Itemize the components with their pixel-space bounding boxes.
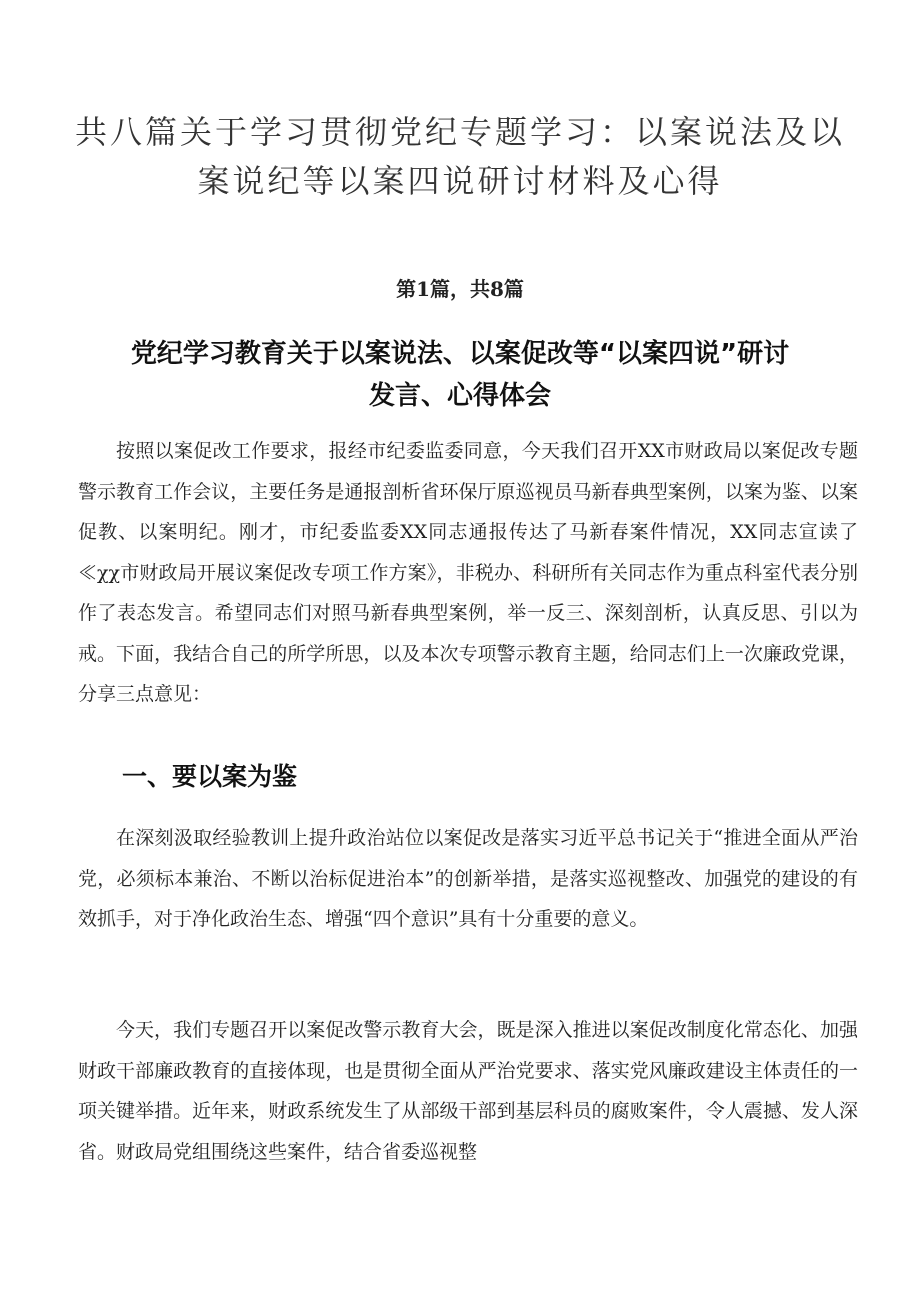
body-paragraph-1: 按照以案促改工作要求，报经市纪委监委同意，今天我们召开XX市财政局以案促改专题警示教育工作会议，主要任务是通报剖析省环保厅原巡视员马新春典型案例，以案为鉴、以案促教、以案明纪。刚才，市纪委监委XX同志通报传达了马新春案件情况，XX同志宣读了≪χχ市财政局开展议案促改专项工作方案》，非税办、科研所有关同志作为重点科室代表分别作了表态发言。希望同志们对照马新春典型案例，举一反三、深刻剖析，认真反思、引以为戒。下面，我结合自己的所学所思，以及本次专项警示教育主题，给同志们上一次廉政党课，分享三点意见：: [78, 440, 858, 705]
document-title: [60, 108, 860, 206]
document-title-line-2: 案说纪等以案四说研讨材料及心得: [197, 162, 723, 200]
body-paragraph-2: 在深刻汲取经验教训上提升政治站位以案促改是落实习近平总书记关于“推进全面从严治党，必须标本兼治、不断以治标促进治本”的创新举措，是落实巡视整改、加强党的建设的有效抓手，对于净化政治生态、增强“四个意识”具有十分重要的意义。: [78, 827, 858, 930]
body-paragraph-3: 今天，我们专题召开以案促改警示教育大会，既是深入推进以案促改制度化常态化、加强财政干部廉政教育的直接体现，也是贯彻全面从严治党要求、落实党风廉政建设主体责任的一项关键举措。近年来，财政系统发生了从部级干部到基层科员的腐败案件，令人震撼、发人深省。财政局党组围绕这些案件，结合省委巡视整: [78, 1019, 858, 1163]
heading-one: 一、要以案为鉴: [122, 762, 298, 791]
section-title-line-1: 党纪学习教育关于以案说法、以案促改等“以案四说”研讨: [130, 339, 790, 369]
section-title-line-2: 发言、心得体会: [368, 381, 551, 411]
document-title-line-1: 共八篇关于学习贯彻党纪专题学习：以案说法及以: [74, 113, 845, 151]
part-label: 第1篇，共8篇: [396, 277, 524, 301]
section-title: [80, 333, 840, 417]
